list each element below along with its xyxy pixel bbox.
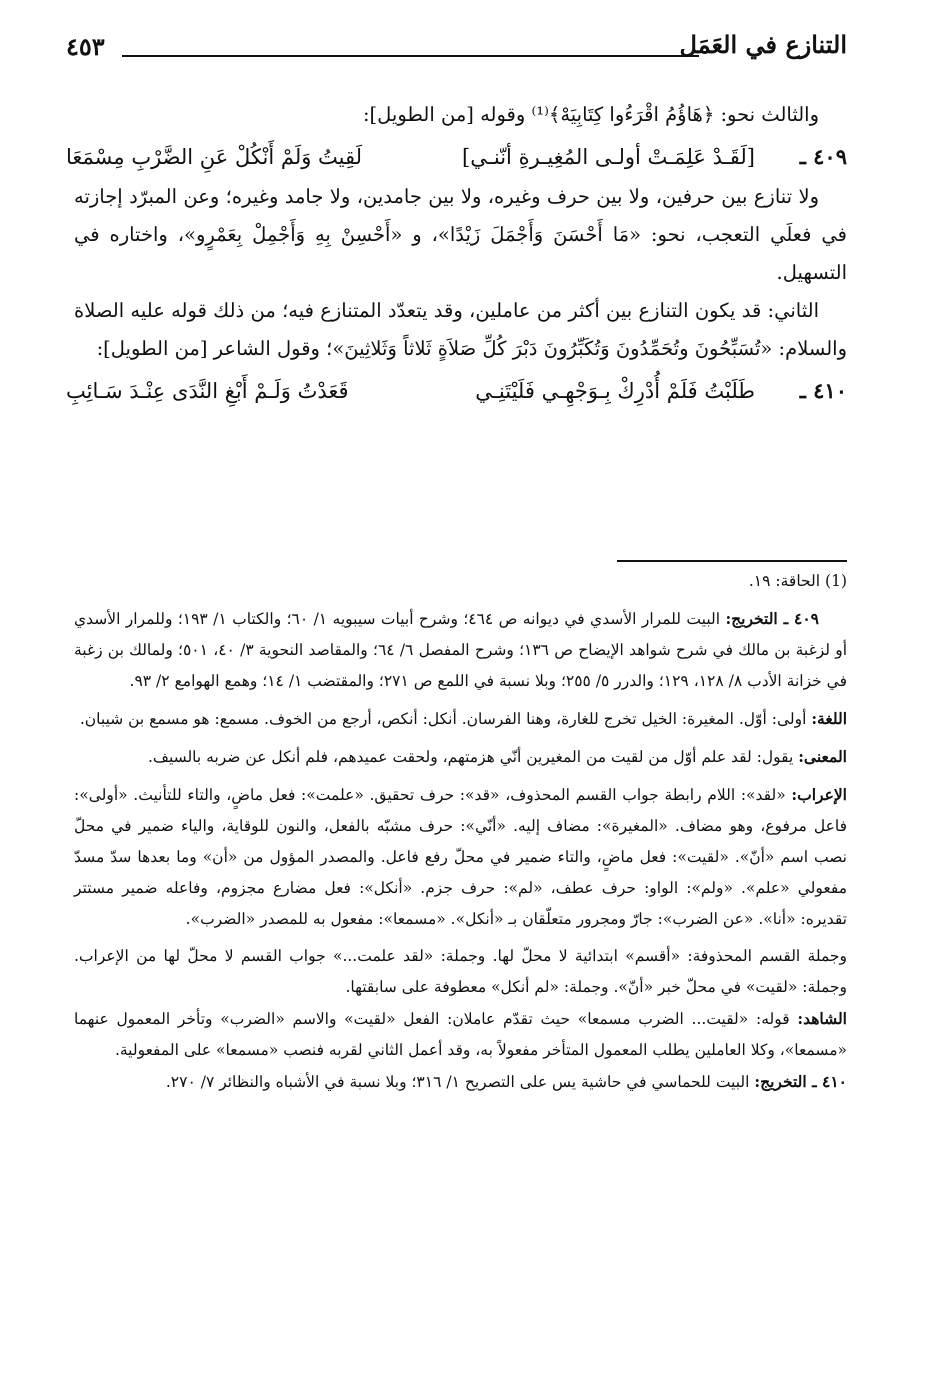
running-title: التنازع في العَمَل [679, 30, 847, 59]
lugha-text: أولى: أوّل. المغيرة: الخيل تخرج للغارة، وهنا الفرسان. أنكل: أنكص، أرجع من الخوف. مسمع: هو مسمع بن شيبان. [79, 710, 807, 728]
paragraph-second: الثاني: قد يكون التنازع بين أكثر من عاملين، وقد يتعدّد المتنازع فيه؛ من ذلك قوله عليه الصلاة والسلام: «تُسَبِّحُونَ وتُحَمِّدُونَ وَتُكَبِّرُونَ دَبْرَ كُلِّ صَلاَةٍ ثَلاثاً وَثَلاثِينَ»؛ وقول الشاعر [من الطويل]: [74, 299, 847, 360]
verse-410 [66, 368, 847, 412]
book-page [66, 0, 848, 1384]
verse-410-number: ٤١٠ ـ [799, 378, 847, 403]
note-irab [74, 779, 847, 935]
note-jumla: وجملة القسم المحذوفة: «أقسم» ابتدائية لا محلّ لها. وجملة: «لقد علمت...» جواب القسم لا محلّ لها من الإعراب. وجملة: «لقيت» في محلّ خبر «أنّ». وجملة: «لم أنكل» معطوفة على سابقتها. [74, 947, 847, 996]
takhrij-410-label: ٤١٠ ـ التخريج: [754, 1072, 847, 1091]
takhrij-409-text: البيت للمرار الأسدي في ديوانه ص ٤٦٤؛ وشرح أبيات سيبويه ١/ ٦٠؛ والكتاب ١/ ١٩٣؛ وللمرار الأسدي أو لزغبة بن مالك في شرح شواهد الإيضاح ص ١٣٦؛ وشرح المفصل ٦/ ٦٤؛ والمقاصد النحوية ٣/ ٤٠، ٥٠١؛ ولمالك بن زغبة في خزانة الأدب ٨/ ١٢٨، ١٢٩؛ والدرر ٥/ ٢٥٥؛ وبلا نسبة في اللمع ص ٢٧١؛ والمقتضب ١/ ١٤؛ وهمع الهوامع ٢/ ٩٣. [74, 610, 848, 690]
main-text [66, 96, 847, 412]
footnotes [74, 566, 847, 1098]
takhrij-409-label: ٤٠٩ ـ التخريج: [725, 609, 820, 628]
verse-410-hemistich-1: طَلَبْتُ فَلَمْ أُدْرِكْ بِـوَجْهِـي فَلَيْتَنِـي [475, 379, 755, 403]
header-rule [122, 55, 699, 57]
verse-409-hemistich-1: [لَقَـدْ عَلِمَـتْ أولـى المُغِيـرةِ أنّنـي] [462, 145, 755, 169]
paragraph-third-example: والثالث نحو: ﴿هَاؤُمُ اقْرَءُوا كِتَابِيَهْ﴾⁽¹⁾ وقوله [من الطويل]: [362, 103, 819, 126]
lugha-label: اللغة: [811, 709, 847, 728]
verse-409 [66, 134, 847, 178]
shahid-label: الشاهد: [797, 1009, 847, 1028]
page-header [66, 30, 847, 70]
paragraph-no-conflict: ولا تنازع بين حرفين، ولا بين حرف وغيره، ولا بين جامدين، ولا جامد وغيره؛ وعن المبرّد إجازته في فعلَي التعجب، نحو: «مَا أَحْسَنَ وَأَجْمَلَ زَيْدًا»، و «أَحْسِنْ بِهِ وَأَجْمِلْ بِعَمْرٍو»، واختاره في التسهيل. [74, 185, 847, 284]
footnote-rule [617, 560, 847, 562]
verse-409-hemistich-2: لَقِيتُ وَلَمْ أَنْكُلْ عَنِ الضَّرْبِ مِسْمَعَا [66, 145, 363, 169]
mana-label: المعنى: [798, 747, 847, 766]
note-mana [74, 741, 847, 773]
irab-text: «لقد»: اللام رابطة جواب القسم المحذوف، «قد»: حرف تحقيق. «علمت»: فعل ماضٍ، والتاء للتأنيث. «أولى»: فاعل مرفوع، وهو مضاف. «المغيرة»: مضاف إليه. «أنّي»: حرف مشبّه بالفعل، والنون للوقاية، والياء ضمير في محلّ نصب اسم «أنّ». «لقيت»: فعل ماضٍ، والتاء ضمير في محلّ رفع فاعل. والمصدر المؤول من «أن» وما بعدها سدّ مسدّ مفعولي «علم». «ولم»: الواو: حرف عطف، «لم»: حرف جزم. «أنكل»: فعل مضارع مجزوم، وفاعله ضمير مستتر تقديره: «أنا». «عن الضرب»: جارّ ومجرور متعلّقان بـ «أنكل». «مسمعا»: مفعول به للمصدر «الضرب». [74, 786, 847, 928]
note-takhrij-410 [74, 1066, 847, 1098]
shahid-text: قوله: «لقيت... الضرب مسمعا» حيث تقدّم عاملان: الفعل «لقيت» والاسم «الضرب» وتأخر المعمول عنهما «مسمعا»، وكلا العاملين يطلب المعمول المتأخر مفعولاً به، وقد أعمل الثاني لقربه فنصب «مسمعا» على المفعولية. [74, 1010, 847, 1059]
verse-410-hemistich-2: قَعَدْتُ وَلَـمْ أَبْغِ النَّدَى عِنْـدَ سَـائِبِ [66, 379, 349, 403]
note-lugha [74, 703, 847, 735]
verse-409-number: ٤٠٩ ـ [799, 144, 847, 169]
takhrij-410-text: البيت للحماسي في حاشية يس على التصريح ١/ ٣١٦؛ وبلا نسبة في الأشباه والنظائر ٧/ ٢٧٠. [165, 1073, 750, 1091]
page-number: ٤٥٣ [66, 32, 105, 61]
irab-label: الإعراب: [791, 785, 847, 804]
note-takhrij-409 [74, 603, 847, 697]
footnote-1: (1) الحاقة: ١٩. [748, 572, 847, 590]
mana-text: يقول: لقد علم أوّل من لقيت من المغيرين أنّي هزمتهم، ولحقت عميدهم، فلم أنكل عن ضربه بالسيف. [147, 748, 794, 766]
note-shahid [74, 1003, 847, 1066]
